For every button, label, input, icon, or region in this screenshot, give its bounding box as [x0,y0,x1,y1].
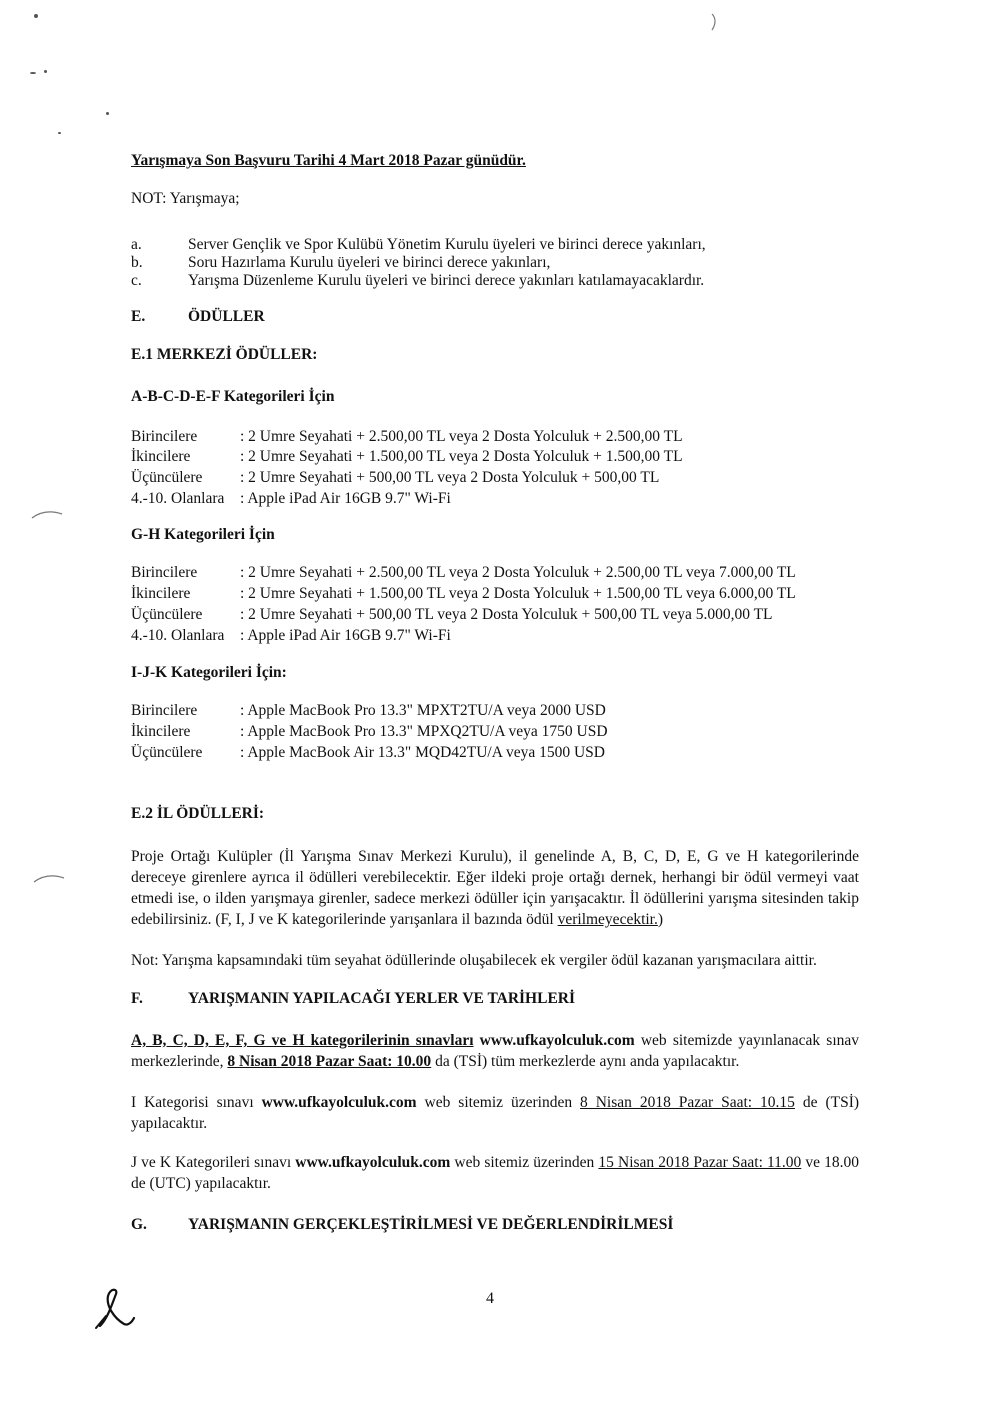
note-item-text: Soru Hazırlama Kurulu üyeleri ve birinci derece yakınları, [188,254,551,271]
note-item-letter: c. [131,272,142,289]
prize-value: : 2 Umre Seyahati + 500,00 TL veya 2 Dosta Yolculuk + 500,00 TL [240,469,660,486]
f1-underlined-categories: A, B, C, D, E, F, G ve H kategorilerinin sınavları [131,1032,474,1049]
margin-mark [28,506,68,522]
prize-rank-label: İkincilere [131,723,191,740]
e2-title: E.2 İL ÖDÜLLERİ: [131,805,265,822]
scan-speck [58,132,61,134]
category-ijk-title: I-J-K Kategorileri İçin: [131,664,287,681]
scan-speck [30,72,36,74]
e2-paragraph-text: Proje Ortağı Kulüpler (İl Yarışma Sınav Merkezi Kurulu), il genelinde A, B, C, D, E, G ve H kategorilerinde dereceye girenlere ayrıca il ödülleri verebilecektir. Eğer ildeki proje ortağı dernek, herhangi bir ödül vermeyi vaat etmedi ise, o ilden yarışmaya girenler, sadece merkezi ödüller için yarışacaktır. İl ödüllerini yarışma sitesinden takip edebilirsiniz. (F, I, J ve K kategorilerinde yarışanlara il bazında ödül [131,848,859,928]
e2-paragraph [131,846,859,930]
e2-paragraph-underlined: verilmeyecektir. [557,911,658,928]
f2-text: web sitemiz üzerinden [416,1094,581,1111]
f-paragraph-3 [131,1152,859,1194]
section-f-letter: F. [131,990,143,1007]
prize-value: : Apple MacBook Pro 13.3" MPXQ2TU/A veya 1750 USD [240,723,608,740]
margin-mark [708,12,720,32]
prize-rank-label: Üçüncülere [131,744,203,761]
prize-rank-label: 4.-10. Olanlara [131,490,225,507]
prize-rank-label: İkincilere [131,585,191,602]
section-e-title: ÖDÜLLER [188,308,265,325]
note-item-text: Server Gençlik ve Spor Kulübü Yönetim Kurulu üyeleri ve birinci derece yakınları, [188,236,706,253]
f3-text: J ve K Kategorileri sınavı [131,1154,296,1171]
category-gh-title: G-H Kategorileri İçin [131,526,275,543]
prize-value: : Apple MacBook Pro 13.3" MPXT2TU/A veya 2000 USD [240,702,606,719]
section-f-title: YARIŞMANIN YAPILACAĞI YERLER VE TARİHLERİ [188,990,576,1007]
note-item-letter: a. [131,236,142,253]
scan-speck [106,112,109,115]
tax-note: Not: Yarışma kapsamındaki tüm seyahat ödüllerinde oluşabilecek ek vergiler ödül kazanan yarışmacılara aittir. [131,952,817,969]
f1-underlined-date: 8 Nisan 2018 Pazar Saat: 10.00 [227,1053,432,1070]
scan-speck [44,70,47,73]
f-paragraph-2 [131,1092,859,1134]
f-paragraph-1 [131,1030,859,1072]
f3-text: ve 18.00 de (UTC) yapılacaktır. [131,1154,860,1192]
prize-rank-label: Üçüncülere [131,606,203,623]
prize-rank-label: Birincilere [131,564,198,581]
section-e-letter: E. [131,308,146,325]
f2-website: www.ufkayolculuk.com [261,1094,417,1111]
f1-text: web sitemizde yayınlanacak sınav merkezlerinde, [131,1032,860,1070]
page-number: 4 [486,1290,494,1307]
prize-value: : 2 Umre Seyahati + 2.500,00 TL veya 2 Dosta Yolculuk + 2.500,00 TL veya 7.000,00 TL [240,564,796,581]
deadline-notice: Yarışmaya Son Başvuru Tarihi 4 Mart 2018 Pazar günüdür. [131,152,526,169]
prize-value: : 2 Umre Seyahati + 500,00 TL veya 2 Dosta Yolculuk + 500,00 TL veya 5.000,00 TL [240,606,773,623]
prize-value: : 2 Umre Seyahati + 1.500,00 TL veya 2 Dosta Yolculuk + 1.500,00 TL [240,448,683,465]
e1-title: E.1 MERKEZİ ÖDÜLLER: [131,346,318,363]
category-af-title: A-B-C-D-E-F Kategorileri İçin [131,388,335,405]
prize-value: : 2 Umre Seyahati + 2.500,00 TL veya 2 Dosta Yolculuk + 2.500,00 TL [240,428,683,445]
f2-text: I Kategorisi sınavı [131,1094,262,1111]
f2-underlined-date: 8 Nisan 2018 Pazar Saat: 10.15 [580,1094,795,1111]
f3-text: web sitemiz üzerinden [450,1154,599,1171]
prize-rank-label: Üçüncülere [131,469,203,486]
section-g-title: YARIŞMANIN GERÇEKLEŞTİRİLMESİ VE DEĞERLENDİRİLMESİ [188,1216,674,1233]
f2-text: de (TSİ) yapılacaktır. [131,1094,860,1132]
scan-speck [34,14,38,18]
prize-value: : 2 Umre Seyahati + 1.500,00 TL veya 2 Dosta Yolculuk + 1.500,00 TL veya 6.000,00 TL [240,585,796,602]
e2-paragraph-end: ) [657,911,664,928]
prize-value: : Apple MacBook Air 13.3" MQD42TU/A veya 1500 USD [240,744,605,761]
f3-underlined-date: 15 Nisan 2018 Pazar Saat: 11.00 [598,1154,802,1171]
prize-value: : Apple iPad Air 16GB 9.7" Wi-Fi [240,490,451,507]
prize-value: : Apple iPad Air 16GB 9.7" Wi-Fi [240,627,451,644]
section-g-letter: G. [131,1216,147,1233]
prize-rank-label: Birincilere [131,702,198,719]
prize-rank-label: Birincilere [131,428,198,445]
handwritten-initial-signature [90,1282,140,1332]
prize-rank-label: İkincilere [131,448,191,465]
note-heading: NOT: Yarışmaya; [131,190,240,207]
f3-website: www.ufkayolculuk.com [295,1154,451,1171]
note-item-letter: b. [131,254,143,271]
f1-website: www.ufkayolculuk.com [479,1032,635,1049]
prize-rank-label: 4.-10. Olanlara [131,627,225,644]
f1-text: da (TSİ) tüm merkezlerde aynı anda yapılacaktır. [431,1053,740,1070]
note-item-text: Yarışma Düzenleme Kurulu üyeleri ve birinci derece yakınları katılamayacaklardır. [188,272,705,289]
margin-mark [30,870,70,886]
